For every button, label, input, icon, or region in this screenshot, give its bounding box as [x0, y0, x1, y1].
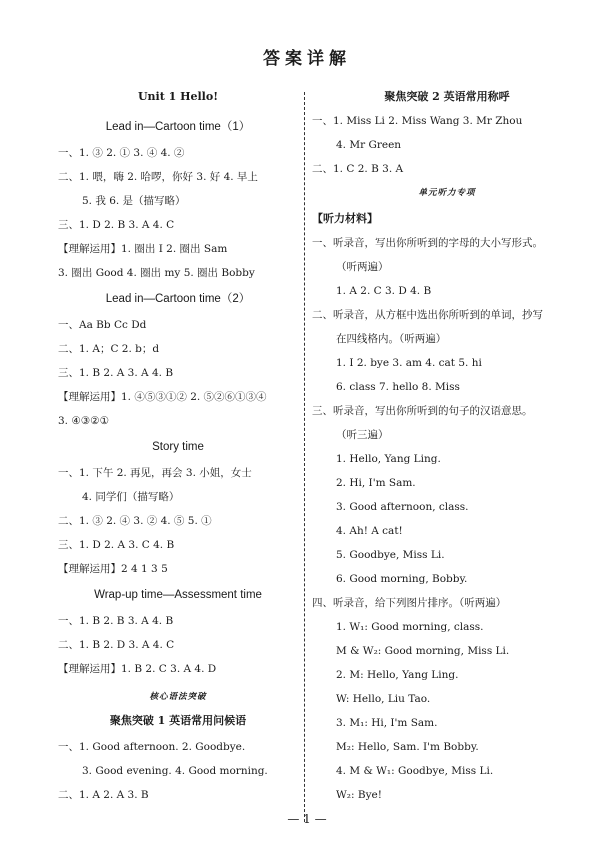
- answer-line: Wrap-up time—Assessment time: [94, 589, 262, 601]
- answer-line: （听三遍）: [336, 429, 389, 441]
- answer-line: 一、1. Good afternoon. 2. Goodbye.: [58, 741, 246, 753]
- answer-line: 二、听录音，从方框中选出你所听到的单词，抄写: [312, 309, 543, 321]
- answer-line: 一、Aa Bb Cc Dd: [58, 319, 147, 331]
- answer-line: 三、1. B 2. A 3. A 4. B: [58, 367, 174, 379]
- answer-line: 二、1. A；C 2. b；d: [58, 343, 160, 355]
- answer-line: 3. M₁: Hi, I'm Sam.: [336, 717, 438, 729]
- answer-line: 三、1. D 2. A 3. C 4. B: [58, 539, 175, 551]
- answer-line: 4. Mr Green: [336, 139, 402, 151]
- answer-line: 2. Hi, I'm Sam.: [336, 477, 416, 489]
- answer-line: 5. Goodbye, Miss Li.: [336, 549, 445, 561]
- answer-line: 在四线格内。（听两遍）: [336, 333, 447, 345]
- answer-line: 四、听录音，给下列图片排序。（听两遍）: [312, 597, 507, 609]
- answer-line: 2. M: Hello, Yang Ling.: [336, 669, 459, 681]
- column-divider: [304, 92, 305, 822]
- answer-line: 一、1. 下午 2. 再见，再会 3. 小姐，女士: [58, 467, 252, 479]
- answer-line: 4. 同学们（描写略）: [82, 491, 180, 503]
- answer-line: 4. Ah! A cat!: [336, 525, 403, 537]
- answer-line: 3. ④③②①: [58, 415, 110, 427]
- answer-line: （听两遍）: [336, 261, 389, 273]
- page-title: 答案详解: [263, 49, 351, 69]
- answer-line: 6. class 7. hello 8. Miss: [336, 381, 460, 393]
- answer-line: 4. M & W₁: Goodbye, Miss Li.: [336, 765, 494, 777]
- answer-line: Lead in—Cartoon time（1）: [105, 121, 251, 133]
- answer-line: 6. Good morning, Bobby.: [336, 573, 468, 585]
- answer-line: W: Hello, Liu Tao.: [336, 693, 431, 705]
- answer-line: 三、1. D 2. B 3. A 4. C: [58, 219, 175, 231]
- answer-line: 一、1. Miss Li 2. Miss Wang 3. Mr Zhou: [312, 115, 523, 127]
- answer-line: 三、听录音，写出你所听到的句子的汉语意思。: [312, 405, 533, 417]
- answer-line: W₂: Bye!: [336, 789, 382, 801]
- answer-line: 3. 圈出 Good 4. 圈出 my 5. 圈出 Bobby: [58, 267, 255, 279]
- answer-line: 【理解运用】1. 圈出 I 2. 圈出 Sam: [58, 243, 228, 255]
- answer-line: 1. I 2. bye 3. am 4. cat 5. hi: [336, 357, 482, 369]
- answer-line: 聚焦突破 2 英语常用称呼: [384, 90, 510, 103]
- answer-line: 5. 我 6. 是（描写略）: [82, 195, 186, 207]
- answer-line: 【理解运用】1. B 2. C 3. A 4. D: [58, 663, 217, 675]
- answer-line: 1. A 2. C 3. D 4. B: [336, 285, 432, 297]
- answer-line: Story time: [152, 441, 204, 453]
- answer-line: 聚焦突破 1 英语常用问候语: [109, 714, 247, 727]
- answer-line: M₂: Hello, Sam. I'm Bobby.: [336, 741, 479, 753]
- answer-line: 【理解运用】2 4 1 3 5: [58, 563, 168, 575]
- answer-line: 【听力材料】: [312, 212, 378, 225]
- answer-line: 一、1. ③ 2. ① 3. ④ 4. ②: [58, 147, 185, 159]
- answer-line: 1. W₁: Good morning, class.: [336, 621, 484, 633]
- answer-line: Unit 1 Hello!: [137, 90, 219, 103]
- answer-line: 3. Good evening. 4. Good morning.: [82, 765, 268, 777]
- answer-line: 二、1. A 2. A 3. B: [58, 789, 149, 801]
- answer-line: 【理解运用】1. ④⑤③①② 2. ⑤②⑥①③④: [58, 391, 267, 403]
- answer-line: 3. Good afternoon, class.: [336, 501, 469, 513]
- answer-line: 二、1. C 2. B 3. A: [312, 163, 404, 175]
- answer-line: 一、1. B 2. B 3. A 4. B: [58, 615, 174, 627]
- page-number: — 1 —: [287, 812, 327, 826]
- answer-line: M & W₂: Good morning, Miss Li.: [336, 645, 510, 657]
- answer-line: 二、1. ③ 2. ④ 3. ② 4. ⑤ 5. ①: [58, 515, 212, 527]
- answer-line: 单元听力专项: [418, 188, 476, 198]
- answer-line: 二、1. 喂，嗨 2. 哈啰，你好 3. 好 4. 早上: [58, 171, 258, 183]
- answer-line: 一、听录音，写出你所听到的字母的大小写形式。: [312, 237, 543, 249]
- answer-line: 1. Hello, Yang Ling.: [336, 453, 441, 465]
- answer-line: Lead in—Cartoon time（2）: [105, 293, 251, 305]
- answer-line: 二、1. B 2. D 3. A 4. C: [58, 639, 175, 651]
- answer-line: 核心语法突破: [149, 692, 207, 702]
